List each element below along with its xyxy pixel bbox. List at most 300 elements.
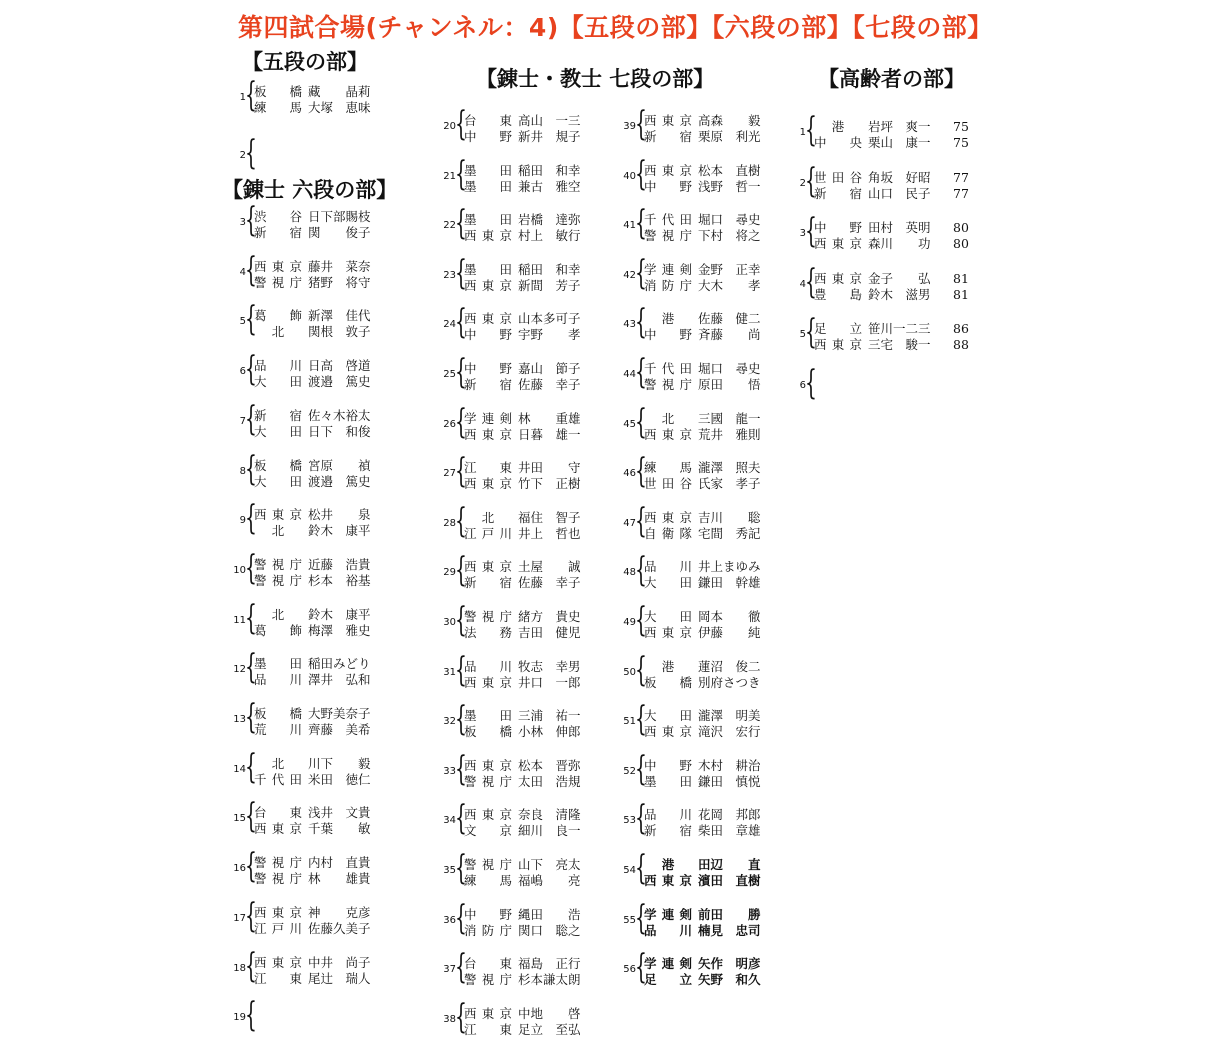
competitor-affiliation: 練 馬 (254, 100, 302, 115)
bracket-brace: { (455, 600, 467, 640)
competitor-name: 小林 伸郎 (518, 724, 581, 739)
bracket-brace: { (245, 995, 257, 1035)
competitor-name: 岩坪 爽一 (868, 119, 931, 134)
match-block (618, 501, 788, 544)
bracket-brace: { (455, 402, 467, 442)
competitor-affiliation: 新 宿 (644, 823, 692, 838)
match-block (438, 699, 608, 742)
match-block (228, 299, 398, 342)
competitor-name: 栗山 康一 (868, 135, 931, 150)
competitor-name: 緒方 貴史 (518, 609, 581, 624)
bracket-brace: { (455, 104, 467, 144)
competitor-affiliation: 西東京 (254, 905, 302, 920)
match-block (438, 154, 608, 197)
match-block (438, 749, 608, 792)
competitor-affiliation: 足 立 (644, 972, 692, 987)
competitor-name: 高山 一三 (518, 113, 581, 128)
match-block (228, 449, 398, 492)
competitor-name: 米田 徳仁 (308, 772, 371, 787)
match-block (438, 650, 608, 693)
match-number: 25 (443, 369, 456, 380)
competitor-name: 吉田 健児 (518, 625, 581, 640)
bracket-brace: { (635, 203, 647, 243)
competitor-name: 山口 民子 (868, 186, 931, 201)
section-heading-koreisha: 【高齢者の部】 (818, 66, 965, 91)
competitor-name: 奈良 清隆 (518, 807, 581, 822)
bracket-brace: { (455, 749, 467, 789)
match-number: 31 (443, 667, 456, 678)
competitor-name: 柴田 章雄 (698, 823, 761, 838)
match-number: 3 (239, 217, 246, 228)
competitor-name: 山下 亮太 (518, 857, 581, 872)
match-number: 27 (443, 468, 456, 479)
match-block (228, 846, 398, 889)
competitor-affiliation: 西東京 (814, 271, 862, 286)
competitor-affiliation: 墨 田 (464, 212, 512, 227)
competitor-affiliation: 西東京 (644, 163, 692, 178)
competitor-affiliation: 北 (481, 510, 495, 525)
match-block (438, 104, 608, 147)
match-block (438, 253, 608, 296)
match-block (618, 749, 788, 792)
competitor-affiliation: 中 野 (644, 758, 692, 773)
bracket-brace: { (635, 154, 647, 194)
competitor-name: 氏家 孝子 (698, 476, 761, 491)
bracket-brace: { (245, 349, 257, 389)
competitor-affiliation: 北 (271, 756, 285, 771)
match-block (228, 896, 398, 939)
competitor-name: 尾辻 瑞人 (308, 971, 371, 986)
competitor-affiliation: 墨 田 (464, 262, 512, 277)
competitor-name: 金子 弘 (868, 271, 931, 286)
competitor-age: 77 (953, 170, 969, 185)
competitor-affiliation: 中 野 (464, 327, 512, 342)
competitor-name: 兼古 雅空 (518, 179, 581, 194)
competitor-affiliation: 世田谷 (644, 476, 692, 491)
competitor-name: 杉本 裕基 (308, 573, 371, 588)
competitor-age: 86 (953, 321, 969, 336)
bracket-brace: { (635, 898, 647, 938)
competitor-name: 福嶋 亮 (518, 873, 581, 888)
bracket-brace: { (245, 697, 257, 737)
competitor-name: 梅澤 雅史 (308, 623, 371, 638)
match-block (788, 211, 969, 254)
bracket-brace: { (245, 133, 257, 173)
match-number: 47 (623, 518, 636, 529)
match-block (618, 550, 788, 593)
match-block (228, 399, 398, 442)
match-number: 40 (623, 171, 636, 182)
bracket-brace: { (455, 253, 467, 293)
competitor-affiliation: 消防庁 (644, 278, 692, 293)
match-block (618, 253, 788, 296)
bracket-brace: { (635, 947, 647, 987)
match-number: 51 (623, 716, 636, 727)
competitor-name: 矢作 明彦 (698, 956, 761, 971)
competitor-name: 斉藤 尚 (698, 327, 761, 342)
competitor-affiliation: 法 務 (464, 625, 512, 640)
competitor-affiliation: 千代田 (254, 772, 302, 787)
competitor-name: 中井 尚子 (308, 955, 371, 970)
match-number: 20 (443, 121, 456, 132)
match-number: 35 (443, 865, 456, 876)
competitor-name: 鈴木 康平 (308, 607, 371, 622)
competitor-name: 林 雄貴 (308, 871, 371, 886)
competitor-affiliation: 世田谷 (814, 170, 862, 185)
match-block (438, 997, 608, 1040)
competitor-affiliation: 中 野 (464, 129, 512, 144)
competitor-affiliation: 新 宿 (464, 575, 512, 590)
competitor-name: 角坂 好昭 (868, 170, 931, 185)
match-number: 24 (443, 319, 456, 330)
competitor-name: 浅野 哲一 (698, 179, 761, 194)
competitor-name: 前田 勝 (698, 907, 761, 922)
competitor-affiliation: 北 (271, 324, 285, 339)
competitor-age: 75 (953, 135, 969, 150)
competitor-name: 関 俊子 (308, 225, 371, 240)
competitor-name: 吉川 聡 (698, 510, 761, 525)
match-number: 22 (443, 220, 456, 231)
competitor-name: 内村 直貴 (308, 855, 371, 870)
competitor-affiliation: 板 橋 (464, 724, 512, 739)
competitor-name: 藏 晶莉 (308, 84, 371, 99)
competitor-affiliation: 江 東 (464, 1022, 512, 1037)
match-number: 43 (623, 319, 636, 330)
bracket-brace: { (805, 211, 817, 251)
match-number: 52 (623, 766, 636, 777)
competitor-affiliation: 北 (661, 411, 675, 426)
competitor-name: 松本 晋弥 (518, 758, 581, 773)
bracket-brace: { (635, 451, 647, 491)
competitor-name: 宮原 禎 (308, 458, 371, 473)
match-block (788, 110, 969, 153)
match-number: 36 (443, 915, 456, 926)
competitor-name: 千葉 敏 (308, 821, 371, 836)
match-number: 54 (623, 865, 636, 876)
competitor-affiliation: 西東京 (464, 427, 512, 442)
match-block (438, 798, 608, 841)
competitor-affiliation: 西東京 (464, 807, 512, 822)
match-block (228, 75, 398, 118)
match-number: 30 (443, 617, 456, 628)
competitor-affiliation: 江 東 (464, 460, 512, 475)
competitor-name: 村上 敏行 (518, 228, 581, 243)
bracket-brace: { (635, 253, 647, 293)
competitor-affiliation: 練 馬 (464, 873, 512, 888)
bracket-brace: { (455, 203, 467, 243)
competitor-name: 稲田みどり (308, 656, 371, 671)
bracket-brace: { (635, 699, 647, 739)
match-block (618, 352, 788, 395)
competitor-affiliation: 練 馬 (644, 460, 692, 475)
competitor-name: 佐藤 幸子 (518, 575, 581, 590)
competitor-name: 大塚 恵味 (308, 100, 371, 115)
competitor-affiliation: 板 橋 (254, 706, 302, 721)
competitor-age: 80 (953, 236, 969, 251)
match-number: 19 (233, 1012, 246, 1023)
competitor-affiliation: 警視庁 (254, 855, 302, 870)
match-block (618, 203, 788, 246)
bracket-brace: { (245, 399, 257, 439)
competitor-affiliation: 西東京 (644, 427, 692, 442)
competitor-name: 宅間 秀記 (698, 526, 761, 541)
competitor-affiliation: 西東京 (464, 228, 512, 243)
competitor-age: 75 (953, 119, 969, 134)
bracket-brace: { (805, 161, 817, 201)
match-number: 41 (623, 220, 636, 231)
match-block (228, 200, 398, 243)
match-block (228, 946, 398, 989)
bracket-brace: { (245, 647, 257, 687)
competitor-name: 岡本 徹 (698, 609, 761, 624)
bracket-brace: { (245, 498, 257, 538)
match-block (438, 550, 608, 593)
competitor-name: 渡邉 篤史 (308, 374, 371, 389)
competitor-affiliation: 学連剣 (644, 907, 692, 922)
competitor-affiliation: 墨 田 (254, 656, 302, 671)
match-block (228, 498, 398, 541)
bracket-brace: { (455, 997, 467, 1037)
competitor-name: 笹川一二三 (868, 321, 931, 336)
section-heading-renshi-kyoshi-nanadan: 【錬士・教士 七段の部】 (476, 66, 715, 91)
competitor-affiliation: 葛 飾 (254, 308, 302, 323)
match-number: 23 (443, 270, 456, 281)
competitor-name: 土屋 誠 (518, 559, 581, 574)
match-block (438, 203, 608, 246)
competitor-name: 藤井 菜奈 (308, 259, 371, 274)
competitor-name: 猪野 将守 (308, 275, 371, 290)
competitor-name: 田辺 直 (698, 857, 761, 872)
competitor-affiliation: 葛 飾 (254, 623, 302, 638)
competitor-name: 三宅 駿一 (868, 337, 931, 352)
competitor-affiliation: 警視庁 (464, 609, 512, 624)
competitor-affiliation: 大 田 (254, 474, 302, 489)
competitor-affiliation: 文 京 (464, 823, 512, 838)
section-heading-renshi-rokudan: 【錬士 六段の部】 (222, 177, 398, 202)
competitor-affiliation: 足 立 (814, 321, 862, 336)
competitor-affiliation: 中 野 (644, 327, 692, 342)
competitor-name: 井田 守 (518, 460, 581, 475)
competitor-name: 渡邉 篤史 (308, 474, 371, 489)
competitor-name: 細川 良一 (518, 823, 581, 838)
competitor-name: 荒井 雅則 (698, 427, 761, 442)
match-number: 5 (799, 329, 806, 340)
competitor-name: 蓮沼 俊二 (698, 659, 761, 674)
competitor-affiliation: 品 川 (644, 923, 692, 938)
bracket-brace: { (635, 501, 647, 541)
match-number: 21 (443, 171, 456, 182)
bracket-brace: { (635, 550, 647, 590)
competitor-affiliation: 西東京 (254, 507, 302, 522)
competitor-affiliation: 中 野 (644, 179, 692, 194)
bracket-brace: { (635, 848, 647, 888)
competitor-name: 関根 敦子 (308, 324, 371, 339)
competitor-name: 嘉山 節子 (518, 361, 581, 376)
competitor-affiliation: 渋 谷 (254, 209, 302, 224)
competitor-name: 三浦 祐一 (518, 708, 581, 723)
competitor-affiliation: 江戸川 (464, 526, 512, 541)
competitor-name: 瀧澤 明美 (698, 708, 761, 723)
competitor-name: 日暮 雄一 (518, 427, 581, 442)
bracket-brace: { (245, 896, 257, 936)
competitor-affiliation: 西東京 (464, 559, 512, 574)
match-number: 37 (443, 964, 456, 975)
competitor-age: 80 (953, 220, 969, 235)
match-block (618, 699, 788, 742)
competitor-affiliation: 新 宿 (254, 225, 302, 240)
match-number: 46 (623, 468, 636, 479)
competitor-affiliation: 警視庁 (464, 972, 512, 987)
competitor-age: 88 (953, 337, 969, 352)
match-block (228, 598, 398, 641)
competitor-affiliation: 千代田 (644, 212, 692, 227)
competitor-affiliation: 中 野 (464, 361, 512, 376)
competitor-name: 栗原 利光 (698, 129, 761, 144)
competitor-name: 神 克彦 (308, 905, 371, 920)
match-number: 56 (623, 964, 636, 975)
competitor-affiliation: 西東京 (464, 675, 512, 690)
bracket-brace: { (245, 200, 257, 240)
competitor-name: 松本 直樹 (698, 163, 761, 178)
match-number: 42 (623, 270, 636, 281)
match-block (228, 250, 398, 293)
competitor-name: 山本多可子 (518, 311, 581, 326)
match-block (788, 161, 969, 204)
match-number: 4 (799, 279, 806, 290)
competitor-name: 川下 毅 (308, 756, 371, 771)
competitor-affiliation: 品 川 (254, 358, 302, 373)
match-number: 29 (443, 567, 456, 578)
competitor-name: 佐々木裕太 (308, 408, 371, 423)
match-block (618, 650, 788, 693)
match-block (228, 796, 398, 839)
bracket-brace: { (635, 650, 647, 690)
competitor-affiliation: 西東京 (644, 113, 692, 128)
bracket-brace: { (805, 312, 817, 352)
section-heading-godan: 【五段の部】 (242, 49, 368, 74)
bracket-brace: { (635, 600, 647, 640)
competitor-name: 近藤 浩貴 (308, 557, 371, 572)
match-block (438, 352, 608, 395)
match-number: 32 (443, 716, 456, 727)
competitor-name: 澤井 弘和 (308, 672, 371, 687)
competitor-affiliation: 消防庁 (464, 923, 512, 938)
competitor-name: 福住 智子 (518, 510, 581, 525)
competitor-affiliation: 北 (271, 523, 285, 538)
match-number: 17 (233, 913, 246, 924)
competitor-name: 堀口 尋史 (698, 361, 761, 376)
match-number: 55 (623, 915, 636, 926)
competitor-affiliation: 港 (831, 119, 845, 134)
competitor-affiliation: 西東京 (464, 278, 512, 293)
competitor-name: 佐藤 健二 (698, 311, 761, 326)
match-block (438, 600, 608, 643)
competitor-name: 鈴木 康平 (308, 523, 371, 538)
competitor-name: 大野美奈子 (308, 706, 371, 721)
match-number: 11 (233, 615, 246, 626)
competitor-affiliation: 新 宿 (464, 377, 512, 392)
competitor-affiliation: 西東京 (464, 476, 512, 491)
competitor-affiliation: 港 (661, 659, 675, 674)
match-block (618, 104, 788, 147)
bracket-brace: { (245, 846, 257, 886)
bracket-brace: { (245, 747, 257, 787)
competitor-affiliation: 新 宿 (644, 129, 692, 144)
match-block (438, 898, 608, 941)
competitor-affiliation: 警視庁 (644, 228, 692, 243)
competitor-name: 佐藤久美子 (308, 921, 371, 936)
match-block (228, 548, 398, 591)
match-number: 18 (233, 963, 246, 974)
competitor-name: 矢野 和久 (698, 972, 761, 987)
competitor-affiliation: 警視庁 (254, 557, 302, 572)
competitor-name: 鈴木 滋男 (868, 287, 931, 302)
competitor-affiliation: 西東京 (254, 259, 302, 274)
competitor-affiliation: 警視庁 (254, 573, 302, 588)
competitor-name: 原田 悟 (698, 377, 761, 392)
competitor-name: 稲田 和幸 (518, 163, 581, 178)
competitor-affiliation: 港 (661, 311, 675, 326)
match-block (228, 995, 398, 1038)
competitor-name: 浅井 文貴 (308, 805, 371, 820)
competitor-affiliation: 中 野 (814, 220, 862, 235)
bracket-brace: { (455, 550, 467, 590)
bracket-brace: { (455, 302, 467, 342)
bracket-brace: { (805, 262, 817, 302)
competitor-affiliation: 大 田 (254, 424, 302, 439)
bracket-brace: { (455, 501, 467, 541)
competitor-name: 堀口 尋史 (698, 212, 761, 227)
bracket-brace: { (245, 449, 257, 489)
competitor-affiliation: 墨 田 (464, 163, 512, 178)
competitor-name: 日高 啓道 (308, 358, 371, 373)
match-number: 14 (233, 764, 246, 775)
competitor-affiliation: 警視庁 (644, 377, 692, 392)
competitor-name: 新間 芳子 (518, 278, 581, 293)
match-block (618, 302, 788, 345)
competitor-name: 井口 一郎 (518, 675, 581, 690)
match-number: 4 (239, 267, 246, 278)
competitor-affiliation: 西東京 (814, 236, 862, 251)
match-number: 9 (239, 515, 246, 526)
competitor-name: 新井 規子 (518, 129, 581, 144)
match-number: 6 (799, 380, 806, 391)
competitor-name: 金野 正幸 (698, 262, 761, 277)
competitor-affiliation: 品 川 (644, 807, 692, 822)
competitor-affiliation: 警視庁 (464, 857, 512, 872)
bracket-brace: { (805, 363, 817, 403)
match-number: 26 (443, 419, 456, 430)
competitor-name: 鎌田 慎悦 (698, 774, 761, 789)
competitor-affiliation: 板 橋 (644, 675, 692, 690)
competitor-affiliation: 学連剣 (464, 411, 512, 426)
competitor-name: 日下 和俊 (308, 424, 371, 439)
bracket-brace: { (455, 898, 467, 938)
competitor-name: 関口 聡之 (518, 923, 581, 938)
match-block (438, 402, 608, 445)
match-block (438, 451, 608, 494)
competitor-affiliation: 千代田 (644, 361, 692, 376)
bracket-brace: { (245, 946, 257, 986)
competitor-affiliation: 中 野 (464, 907, 512, 922)
competitor-affiliation: 新 宿 (254, 408, 302, 423)
competitor-affiliation: 大 田 (644, 609, 692, 624)
competitor-name: 森川 功 (868, 236, 931, 251)
competitor-name: 杉本謙太朗 (518, 972, 581, 987)
competitor-name: 高森 毅 (698, 113, 761, 128)
bracket-brace: { (455, 798, 467, 838)
competitor-affiliation: 西東京 (254, 955, 302, 970)
